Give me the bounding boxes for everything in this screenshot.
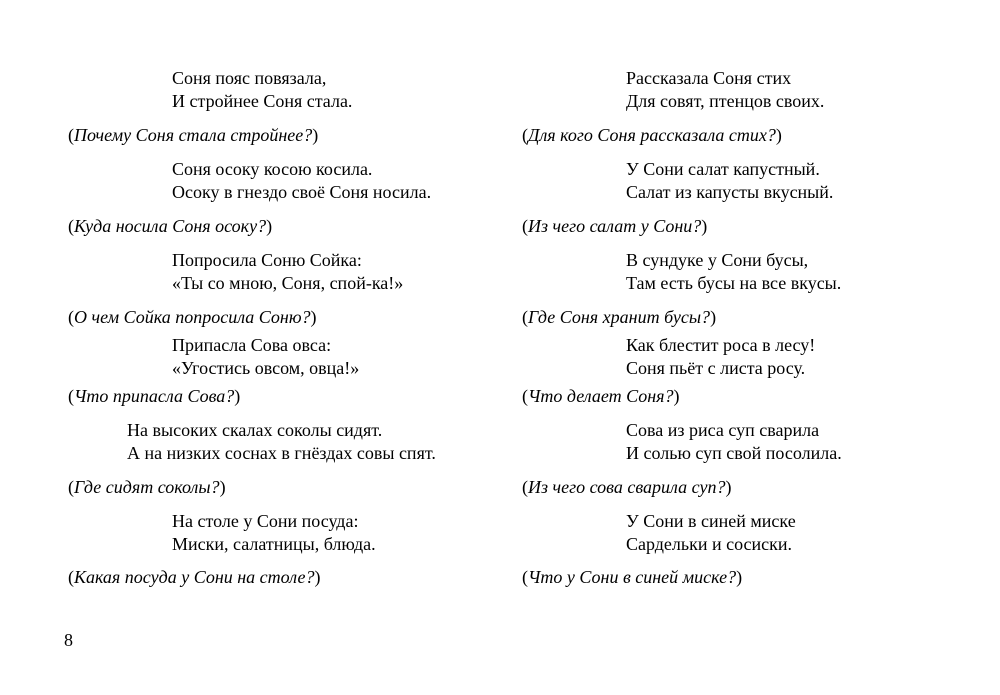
verse-line: Там есть бусы на все вкусы.: [626, 273, 842, 293]
question: (Где сидят соколы?): [68, 477, 226, 497]
question: (Из чего салат у Сони?): [522, 216, 708, 236]
verse-line: У Сони салат капустный.: [626, 159, 820, 179]
question-text: Из чего салат у Сони?: [528, 216, 702, 236]
verse-line: Соня пояс повязала,: [172, 68, 327, 88]
verse-line: И стройнее Соня стала.: [172, 91, 353, 111]
verse-line: Сова из риса суп сварила: [626, 420, 820, 440]
verse-line: Рассказала Соня стих: [626, 68, 792, 88]
verse-line: А на низких соснах в гнёздах совы спят.: [127, 443, 436, 463]
question-text: Что делает Соня?: [528, 386, 674, 406]
question: (Из чего сова сварила суп?): [522, 477, 732, 497]
verse-line: На столе у Сони посуда:: [172, 511, 359, 531]
verse-line: Как блестит роса в лесу!: [626, 335, 816, 355]
question: (Что делает Соня?): [522, 386, 680, 406]
question-text: Что у Сони в синей миске?: [528, 567, 737, 587]
verse-line: Сардельки и сосиски.: [626, 534, 793, 554]
verse-line: Миски, салатницы, блюда.: [172, 534, 376, 554]
question: (Куда носила Соня осоку?): [68, 216, 273, 236]
question-text: Где сидят соколы?: [74, 477, 220, 497]
question-text: Что припасла Сова?: [74, 386, 235, 406]
question-text: Почему Соня стала стройнее?: [74, 125, 313, 145]
verse-line: «Ты со мною, Соня, спой-ка!»: [172, 273, 404, 293]
page-number: 8: [64, 630, 73, 650]
question: (Какая посуда у Сони на столе?): [68, 567, 321, 587]
verse-line: Попросила Соню Сойка:: [172, 250, 362, 270]
verse-line: Для совят, птенцов своих.: [626, 91, 825, 111]
question-text: Из чего сова сварила суп?: [528, 477, 726, 497]
verse-line: Осоку в гнездо своё Соня носила.: [172, 182, 432, 202]
question: (Почему Соня стала стройнее?): [68, 125, 319, 145]
question-text: Какая посуда у Сони на столе?: [74, 567, 315, 587]
verse-line: «Угостись овсом, овца!»: [172, 358, 360, 378]
verse-line: У Сони в синей миске: [626, 511, 796, 531]
question: (Что припасла Сова?): [68, 386, 241, 406]
question-text: О чем Сойка попросила Соню?: [74, 307, 311, 327]
verse-line: Соня осоку косою косила.: [172, 159, 373, 179]
question: (Где Соня хранит бусы?): [522, 307, 717, 327]
verse-line: И солью суп свой посолила.: [626, 443, 842, 463]
verse-line: В сундуке у Сони бусы,: [626, 250, 809, 270]
question-text: Куда носила Соня осоку?: [74, 216, 267, 236]
question: (Что у Сони в синей миске?): [522, 567, 743, 587]
verse-line: На высоких скалах соколы сидят.: [127, 420, 383, 440]
verse-line: Соня пьёт с листа росу.: [626, 358, 806, 378]
verse-line: Салат из капусты вкусный.: [626, 182, 834, 202]
question-text: Для кого Соня рассказала стих?: [528, 125, 776, 145]
question: (Для кого Соня рассказала стих?): [522, 125, 782, 145]
verse-line: Припасла Сова овса:: [172, 335, 332, 355]
question: (О чем Сойка попросила Соню?): [68, 307, 317, 327]
question-text: Где Соня хранит бусы?: [528, 307, 711, 327]
